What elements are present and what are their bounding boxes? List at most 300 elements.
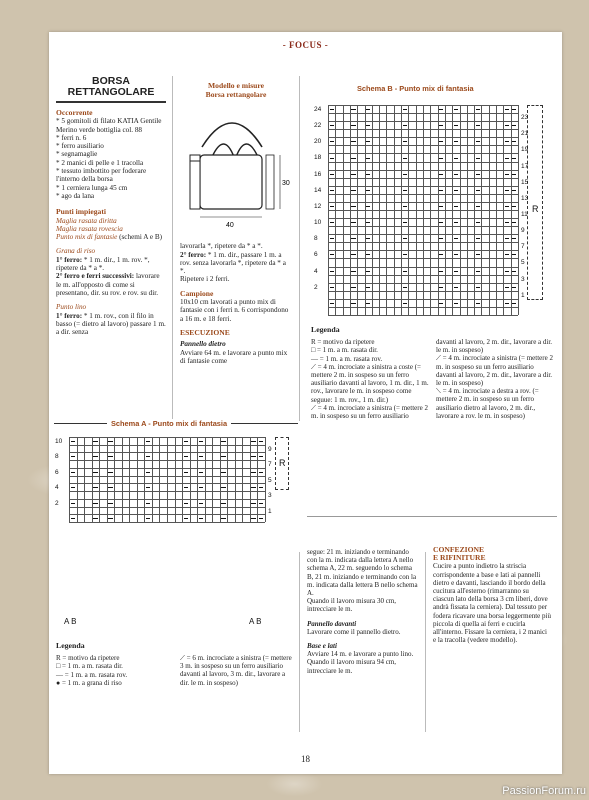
pannello-davanti-heading: Pannello davanti <box>307 619 357 628</box>
schema-b-repeat-letter: R <box>532 204 539 214</box>
purl-dash <box>512 271 516 272</box>
purl-dash <box>366 254 370 255</box>
purl-dash <box>351 190 355 191</box>
grid-col-line <box>69 437 70 522</box>
purl-dash <box>366 206 370 207</box>
grana-row-1: 1° ferro: * 1 m. dir., 1 m. rov. *, ripetere da * a *. <box>56 255 150 273</box>
purl-dash <box>108 487 113 488</box>
purl-dash <box>251 503 256 504</box>
purl-dash <box>259 518 264 519</box>
confezione-text: Cucire a punto indietro la striscia corrispondente a base e lati ai pannelli dietro e davanti, lasciando il bordo della cucitura all'esterno (rimarranno su ciascun lato della borsa 3 cm liberi, dove andrà fissata la cerniera). Dal tessuto per fodera ricavare una borsa leggermente più piccola di quella ai ferri e cucirla all'interno. Fissare la cerniera, i 2 manici e la tracolla (vedere modello). <box>433 562 551 645</box>
purl-dash <box>366 109 370 110</box>
grid-row-line <box>69 437 265 438</box>
purl-dash <box>366 158 370 159</box>
grid-row-line <box>328 242 518 243</box>
grid-row-line <box>328 113 518 114</box>
purl-dash <box>366 287 370 288</box>
purl-dash <box>454 271 458 272</box>
purl-dash <box>221 503 226 504</box>
grid-row-line <box>328 250 518 251</box>
purl-dash <box>366 303 370 304</box>
watermark: PassionForum.ru <box>502 785 586 797</box>
purl-dash <box>439 254 443 255</box>
grid-row-line <box>328 129 518 130</box>
campione-text: 10x10 cm lavorati a punto mix di fantasie con i ferri n. 6 corrispondono a 16 m. e 18 ferri. <box>180 298 289 323</box>
grid-col-line <box>205 437 206 522</box>
purl-dash <box>330 222 334 223</box>
grid-col-line <box>167 437 168 522</box>
purl-dash <box>505 303 509 304</box>
purl-dash <box>108 456 113 457</box>
grid-col-line <box>182 437 183 522</box>
legend-b-col1 <box>311 326 431 420</box>
purl-dash <box>71 456 76 457</box>
purl-dash <box>366 125 370 126</box>
purl-dash <box>330 303 334 304</box>
model-title-1: Modello e misure <box>208 81 264 90</box>
purl-dash <box>439 222 443 223</box>
grid-row-line <box>69 468 265 469</box>
schema-b-title: Schema B - Punto mix di fantasia <box>357 84 474 93</box>
purl-dash <box>476 222 480 223</box>
row-number-right: 9 <box>268 445 272 453</box>
purl-dash <box>199 518 204 519</box>
legend-a-item: R = motivo da ripetere <box>56 654 120 663</box>
purl-dash <box>259 441 264 442</box>
purl-dash <box>351 158 355 159</box>
purl-dash <box>71 441 76 442</box>
instructions-text: segue: 21 m. iniziando e terminando con la m. indicata dalla lettera A nello schema A, 22 m. seguendo lo schema B, 21 m. iniziando e terminando con la m. indicata dalla lettera B nello schema A. <box>307 548 418 598</box>
column-divider <box>172 76 173 421</box>
legend-a-item: — = 1 m. a m. rasata rov. <box>56 670 128 679</box>
purl-dash <box>403 271 407 272</box>
purl-dash <box>93 456 98 457</box>
grid-col-line <box>152 437 153 522</box>
purl-dash <box>403 287 407 288</box>
grid-row-line <box>328 194 518 195</box>
purl-dash <box>512 303 516 304</box>
purl-dash <box>108 441 113 442</box>
row-number-right: 7 <box>268 461 272 469</box>
purl-dash <box>439 125 443 126</box>
purl-dash <box>476 303 480 304</box>
purl-dash <box>505 158 509 159</box>
row-number-right: 21 <box>521 130 529 138</box>
grid-row-line <box>328 218 518 219</box>
height-label: 30 <box>282 180 290 187</box>
purl-dash <box>454 125 458 126</box>
schema-b-repeat-bracket <box>527 105 543 300</box>
grid-col-line <box>518 105 519 315</box>
grid-row-line <box>328 315 518 316</box>
purl-dash <box>439 158 443 159</box>
grid-col-line <box>92 437 93 522</box>
grid-row-line <box>328 210 518 211</box>
legend-b-col2 <box>436 338 556 420</box>
purl-dash <box>454 109 458 110</box>
purl-dash <box>476 158 480 159</box>
purl-dash <box>330 271 334 272</box>
pannello-davanti-text: Lavorare come il pannello dietro. <box>307 627 401 636</box>
base-lati-heading: Base e lati <box>307 642 337 651</box>
purl-dash <box>93 518 98 519</box>
purl-dash <box>512 238 516 239</box>
purl-dash <box>512 190 516 191</box>
purl-dash <box>71 487 76 488</box>
lino-cont: lavorarla *, ripetere da * a *. <box>180 242 263 251</box>
purl-dash <box>476 141 480 142</box>
purl-dash <box>184 456 189 457</box>
row-number-left: 10 <box>55 438 63 445</box>
row-number-right: 3 <box>268 492 272 500</box>
grid-col-line <box>107 437 108 522</box>
purl-dash <box>351 222 355 223</box>
purl-dash <box>146 441 151 442</box>
model-column <box>180 82 292 365</box>
purl-dash <box>351 303 355 304</box>
grid-col-line <box>235 437 236 522</box>
purl-dash <box>330 125 334 126</box>
grid-row-line <box>328 121 518 122</box>
purl-dash <box>184 441 189 442</box>
purl-dash <box>199 487 204 488</box>
purl-dash <box>403 238 407 239</box>
row-number-left: 6 <box>314 251 318 259</box>
purl-dash <box>505 125 509 126</box>
section-rule <box>307 516 557 517</box>
grid-row-line <box>328 226 518 227</box>
purl-dash <box>454 287 458 288</box>
purl-dash <box>512 141 516 142</box>
stitch-mix: Punto mix di fantasie (schemi A e B) <box>56 233 163 242</box>
schema-a-bottom-right: A B <box>249 617 262 626</box>
occorrente-item: * tessuto imbottito per foderare l'interno della borsa <box>56 167 147 184</box>
row-number-right: 19 <box>521 146 529 154</box>
grid-row-line <box>328 105 518 106</box>
grid-row-line <box>328 234 518 235</box>
row-number-left: 6 <box>55 468 59 476</box>
purl-dash <box>512 158 516 159</box>
row-number-right: 23 <box>521 114 529 122</box>
grid-row-line <box>328 153 518 154</box>
purl-dash <box>512 287 516 288</box>
instructions-column <box>307 548 419 675</box>
grid-row-line <box>328 299 518 300</box>
purl-dash <box>184 472 189 473</box>
grid-row-line <box>69 507 265 508</box>
purl-dash <box>330 158 334 159</box>
purl-dash <box>505 141 509 142</box>
grid-col-line <box>84 437 85 522</box>
purl-dash <box>351 287 355 288</box>
purl-dash <box>403 174 407 175</box>
lino-repeat: Ripetere i 2 ferri. <box>180 275 230 284</box>
legend-b-heading: Legenda <box>311 325 340 334</box>
row-number-left: 2 <box>314 283 318 291</box>
purl-dash <box>476 287 480 288</box>
grid-row-line <box>328 178 518 179</box>
purl-dash <box>351 174 355 175</box>
legend-b-item: ⟍ = 4 m. incrociate a destra a rov. (= mettere 2 m. in sospeso su un ferro ausiliario dietro al lavoro, 2 m. dir., lavorare a rov. le m. in sospeso) <box>436 387 539 420</box>
purl-dash <box>221 487 226 488</box>
purl-dash <box>366 271 370 272</box>
grid-row-line <box>328 258 518 259</box>
purl-dash <box>93 487 98 488</box>
stitch-rasata-diritta: Maglia rasata diritta <box>56 216 117 225</box>
purl-dash <box>146 487 151 488</box>
purl-dash <box>330 287 334 288</box>
schema-a-bottom-left: A B <box>64 617 77 626</box>
grid-col-line <box>137 437 138 522</box>
row-number-right: 17 <box>521 162 529 170</box>
confezione-heading-1: CONFEZIONE <box>433 545 485 554</box>
esecuzione-heading: ESECUZIONE <box>180 327 230 337</box>
grid-row-line <box>328 202 518 203</box>
lino-heading: Punto lino <box>56 303 87 312</box>
schema-b-grid <box>328 105 518 315</box>
grid-row-line <box>69 452 265 453</box>
purl-dash <box>403 125 407 126</box>
purl-dash <box>476 174 480 175</box>
width-label: 40 <box>226 222 234 229</box>
purl-dash <box>476 271 480 272</box>
legend-b-item: ⟋ = 4 m. incrociate a sinistra (= mettere 2 m. in sospeso su un ferro ausiliario davanti al lavoro, 2 m. dir., lavorare a dir. le m. in sospeso) <box>436 354 553 388</box>
purl-dash <box>251 472 256 473</box>
grid-col-line <box>197 437 198 522</box>
purl-dash <box>108 472 113 473</box>
occorrente-heading: Occorrente <box>56 108 93 117</box>
purl-dash <box>439 271 443 272</box>
purl-dash <box>512 174 516 175</box>
purl-dash <box>403 254 407 255</box>
grid-row-line <box>328 283 518 284</box>
purl-dash <box>512 222 516 223</box>
purl-dash <box>512 206 516 207</box>
purl-dash <box>330 238 334 239</box>
grid-col-line <box>175 437 176 522</box>
page-number: 18 <box>301 754 310 764</box>
row-number-left: 20 <box>314 138 322 146</box>
row-number-left: 16 <box>314 170 322 178</box>
purl-dash <box>439 238 443 239</box>
magazine-page <box>49 32 562 774</box>
purl-dash <box>512 254 516 255</box>
grid-row-line <box>69 445 265 446</box>
purl-dash <box>505 174 509 175</box>
purl-dash <box>221 518 226 519</box>
legend-a-col1 <box>56 642 176 687</box>
legend-b-item: davanti al lavoro, 2 m. dir., lavorare a dir. le m. in sospeso) <box>436 338 553 355</box>
row-number-left: 12 <box>314 202 322 210</box>
purl-dash <box>439 303 443 304</box>
row-number-left: 2 <box>55 499 59 507</box>
grid-col-line <box>220 437 221 522</box>
grana-heading: Grana di riso <box>56 247 96 256</box>
purl-dash <box>199 441 204 442</box>
purl-dash <box>351 141 355 142</box>
purl-dash <box>366 222 370 223</box>
purl-dash <box>330 254 334 255</box>
occorrente-item: * segnamaglie <box>56 150 98 159</box>
purl-dash <box>108 503 113 504</box>
purl-dash <box>251 456 256 457</box>
grid-col-line <box>159 437 160 522</box>
row-number-right: 1 <box>268 507 272 515</box>
purl-dash <box>146 503 151 504</box>
purl-dash <box>184 487 189 488</box>
row-number-right: 11 <box>521 211 528 218</box>
finishing-column <box>433 546 551 644</box>
purl-dash <box>403 109 407 110</box>
occorrente-item: * 1 cerniera lunga 45 cm <box>56 183 128 192</box>
purl-dash <box>351 109 355 110</box>
legend-b-item: □ = 1 m. a m. rasata dir. <box>311 346 378 355</box>
legend-a-item: ● = 1 m. a grana di riso <box>56 678 122 687</box>
purl-dash <box>351 206 355 207</box>
purl-dash <box>366 190 370 191</box>
grid-row-line <box>328 170 518 171</box>
purl-dash <box>439 141 443 142</box>
purl-dash <box>221 472 226 473</box>
punti-heading: Punti impiegati <box>56 207 106 217</box>
purl-dash <box>505 287 509 288</box>
purl-dash <box>351 238 355 239</box>
occorrente-item: * ago da lana <box>56 191 95 200</box>
schema-a-repeat-letter: R <box>279 458 286 468</box>
row-number-left: 18 <box>314 154 322 162</box>
purl-dash <box>146 518 151 519</box>
row-number-right: 13 <box>521 194 529 202</box>
purl-dash <box>439 190 443 191</box>
row-number-left: 8 <box>314 235 318 243</box>
purl-dash <box>366 174 370 175</box>
row-number-right: 1 <box>521 291 525 299</box>
purl-dash <box>259 503 264 504</box>
purl-dash <box>351 125 355 126</box>
purl-dash <box>351 271 355 272</box>
grid-col-line <box>144 437 145 522</box>
grid-col-line <box>250 437 251 522</box>
row-number-left: 4 <box>314 267 318 275</box>
legend-b-item: — = 1 m. a m. rasata rov. <box>311 354 383 363</box>
purl-dash <box>71 472 76 473</box>
purl-dash <box>476 238 480 239</box>
grid-row-line <box>69 483 265 484</box>
purl-dash <box>505 238 509 239</box>
bag-diagram <box>180 99 292 234</box>
grid-row-line <box>328 145 518 146</box>
purl-dash <box>476 254 480 255</box>
lino-row-1: 1° ferro: * 1 m. rov., con il filo in basso (= dietro al lavoro) passare 1 m. a dir. senza <box>56 311 166 337</box>
grid-col-line <box>77 437 78 522</box>
row-number-left: 22 <box>314 122 322 130</box>
purl-dash <box>439 287 443 288</box>
purl-dash <box>366 141 370 142</box>
purl-dash <box>454 174 458 175</box>
legend-a-heading: Legenda <box>56 641 85 650</box>
purl-dash <box>108 518 113 519</box>
grid-col-line <box>122 437 123 522</box>
purl-dash <box>251 441 256 442</box>
row-number-left: 24 <box>314 106 322 113</box>
purl-dash <box>146 472 151 473</box>
purl-dash <box>93 441 98 442</box>
purl-dash <box>454 206 458 207</box>
column-divider <box>299 76 300 421</box>
purl-dash <box>439 174 443 175</box>
campione-heading: Campione <box>180 288 214 298</box>
legend-b-item: R = motivo da ripetere <box>311 338 375 347</box>
base-lati-text: Avviare 14 m. e lavorare a punto lino. Quando il lavoro misura 94 cm, intrecciare le m. <box>307 650 414 675</box>
row-number-right: 3 <box>521 275 525 283</box>
purl-dash <box>403 141 407 142</box>
occorrente-item: * ferro ausiliario <box>56 142 104 151</box>
purl-dash <box>454 222 458 223</box>
purl-dash <box>259 487 264 488</box>
purl-dash <box>366 238 370 239</box>
grid-row-line <box>69 514 265 515</box>
purl-dash <box>505 222 509 223</box>
page-header: - FOCUS - <box>282 40 329 50</box>
purl-dash <box>476 190 480 191</box>
row-number-left: 4 <box>55 484 59 492</box>
row-number-left: 10 <box>314 219 322 227</box>
schema-a-grid <box>69 437 265 522</box>
grid-col-line <box>212 437 213 522</box>
purl-dash <box>199 472 204 473</box>
purl-dash <box>476 109 480 110</box>
stitch-rasata-rovescia: Maglia rasata rovescia <box>56 224 123 233</box>
purl-dash <box>454 303 458 304</box>
purl-dash <box>330 190 334 191</box>
purl-dash <box>330 206 334 207</box>
grid-col-line <box>242 437 243 522</box>
materials-column <box>56 76 166 336</box>
grid-col-line <box>227 437 228 522</box>
row-number-right: 7 <box>521 243 525 251</box>
grid-col-line <box>129 437 130 522</box>
row-number-left: 14 <box>314 186 322 194</box>
row-number-right: 5 <box>268 476 272 484</box>
row-number-right: 9 <box>521 227 525 235</box>
purl-dash <box>93 503 98 504</box>
schema-a-title: Schema A - Punto mix di fantasia <box>107 419 231 428</box>
occorrente-item: * 2 manici di pelle e 1 tracolla <box>56 158 144 167</box>
instructions-text-2: Quando il lavoro misura 30 cm, intrecciare le m. <box>307 597 397 614</box>
grid-row-line <box>69 476 265 477</box>
grid-col-line <box>257 437 258 522</box>
purl-dash <box>330 141 334 142</box>
grid-row-line <box>69 460 265 461</box>
purl-dash <box>71 503 76 504</box>
purl-dash <box>454 190 458 191</box>
purl-dash <box>251 518 256 519</box>
purl-dash <box>454 254 458 255</box>
purl-dash <box>439 109 443 110</box>
confezione-heading-2: E RIFINITURE <box>433 553 486 563</box>
grana-row-2: 2° ferro e ferri successivi: lavorare le m. all'opposto di come si presentano, dir. su rov. e rov. su dir. <box>56 272 160 297</box>
purl-dash <box>330 174 334 175</box>
grid-row-line <box>69 522 265 523</box>
grid-row-line <box>328 162 518 163</box>
grid-row-line <box>328 137 518 138</box>
title-block <box>56 76 166 103</box>
purl-dash <box>454 141 458 142</box>
grid-row-line <box>328 307 518 308</box>
purl-dash <box>476 206 480 207</box>
purl-dash <box>251 487 256 488</box>
purl-dash <box>221 456 226 457</box>
